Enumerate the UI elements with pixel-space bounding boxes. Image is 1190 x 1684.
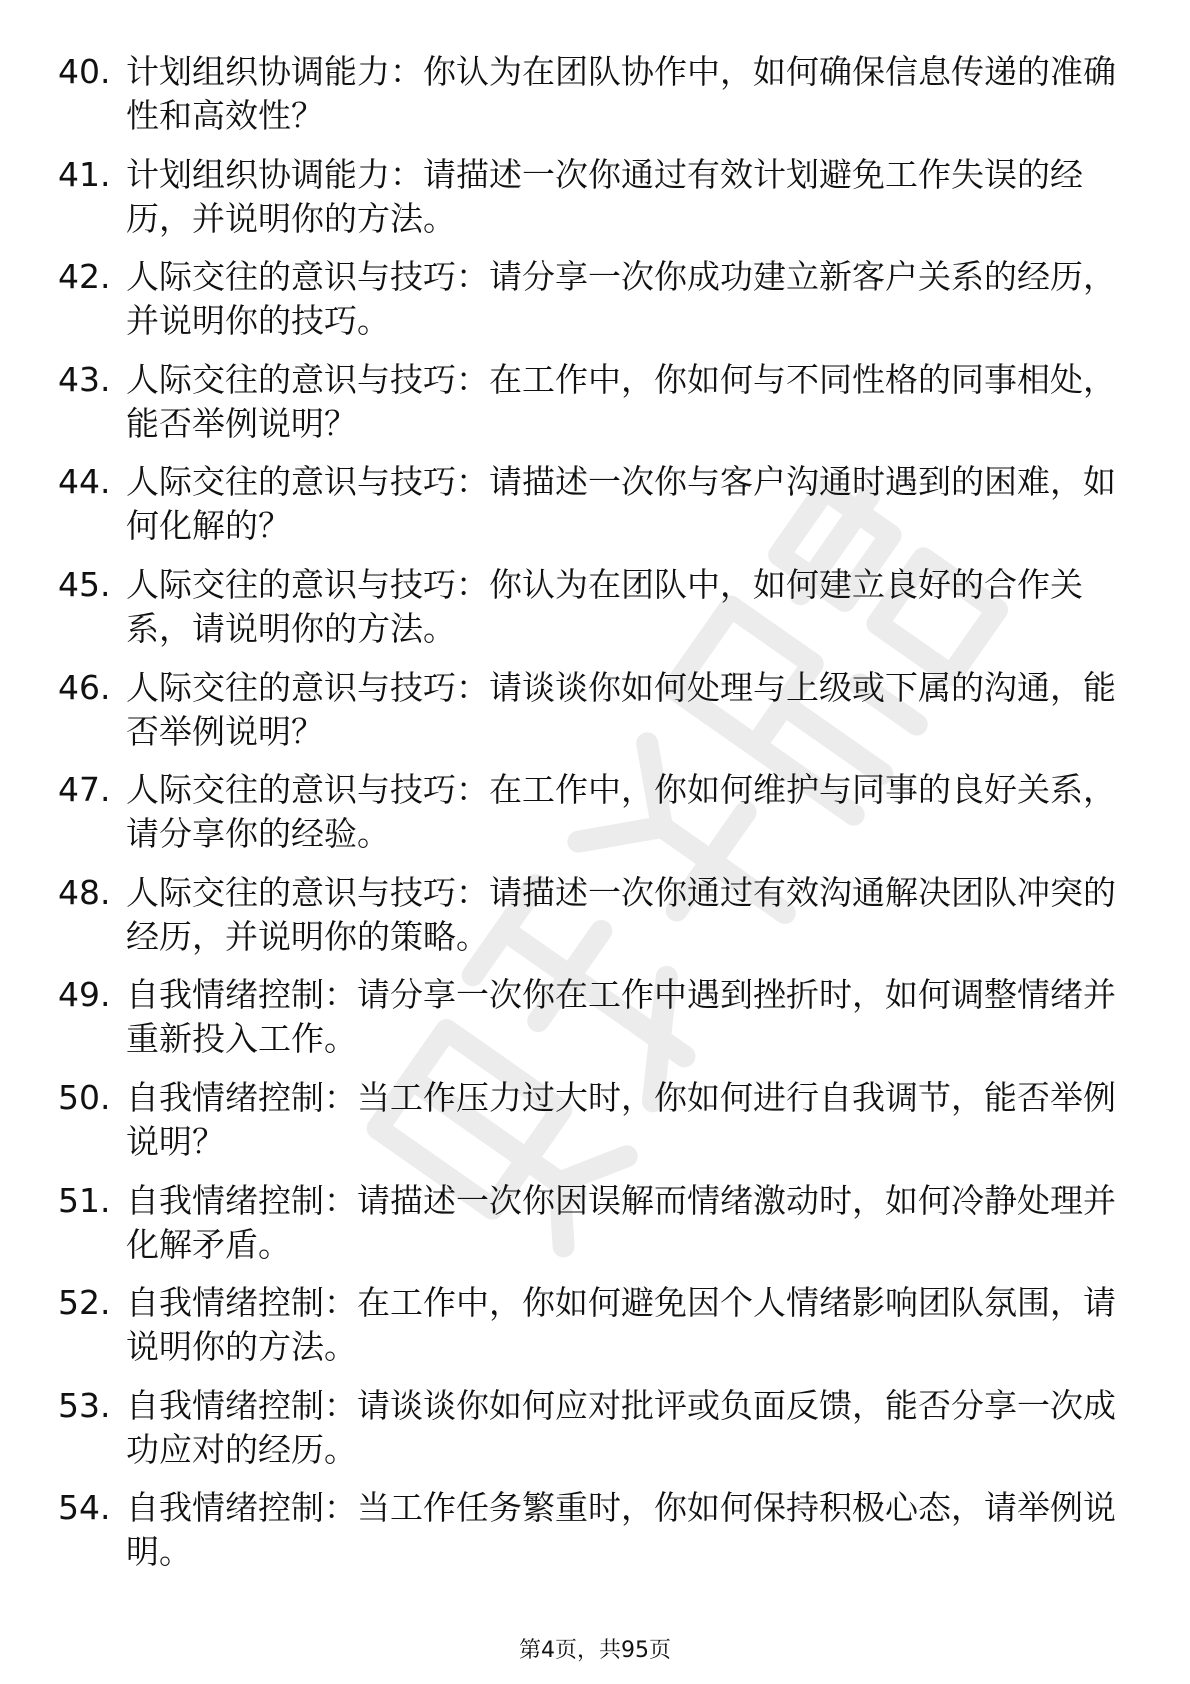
list-item [58,1281,1118,1369]
question-text: 自我情绪控制：请描述一次你因误解而情绪激动时，如何冷静处理并化解矛盾。 [126,1180,1116,1264]
question-number: 42. [58,257,111,297]
list-item [58,871,1118,959]
question-text: 人际交往的意识与技巧：你认为在团队中，如何建立良好的合作关系，请说明你的方法。 [126,564,1083,648]
list-item [58,1076,1118,1164]
question-text: 自我情绪控制：在工作中，你如何避免因个人情绪影响团队氛围，请说明你的方法。 [126,1283,1116,1367]
question-number: 49. [58,975,111,1015]
question-number: 53. [58,1385,111,1425]
question-text: 自我情绪控制：当工作任务繁重时，你如何保持积极心态，请举例说明。 [126,1488,1116,1572]
list-item [58,50,1118,138]
list-item [58,1179,1118,1267]
question-text: 人际交往的意识与技巧：请谈谈你如何处理与上级或下属的沟通，能否举例说明？ [126,667,1116,751]
list-item [58,768,1118,856]
list-item [58,973,1118,1061]
question-text: 自我情绪控制：请分享一次你在工作中遇到挫折时，如何调整情绪并重新投入工作。 [126,975,1116,1059]
question-text: 人际交往的意识与技巧：在工作中，你如何维护与同事的良好关系，请分享你的经验。 [126,770,1116,854]
question-text: 计划组织协调能力：你认为在团队协作中，如何确保信息传递的准确性和高效性？ [126,52,1116,135]
question-number: 52. [58,1283,111,1323]
list-item [58,153,1118,241]
question-number: 43. [58,359,111,399]
page-number: 第4页，共95页 [519,1638,671,1663]
question-text: 人际交往的意识与技巧：请分享一次你成功建立新客户关系的经历，并说明你的技巧。 [126,257,1116,341]
list-item [58,1486,1118,1574]
question-number: 45. [58,564,111,604]
question-number: 40. [58,52,111,91]
question-text: 计划组织协调能力：请描述一次你通过有效计划避免工作失误的经历，并说明你的方法。 [126,154,1083,238]
question-number: 41. [58,154,111,194]
question-text: 自我情绪控制：请谈谈你如何应对批评或负面反馈，能否分享一次成功应对的经历。 [126,1385,1116,1469]
question-number: 46. [58,667,111,707]
list-item [58,358,1118,446]
list-item [58,666,1118,754]
question-list [58,50,1118,1589]
list-item [58,460,1118,548]
question-number: 44. [58,462,111,502]
list-item [58,1384,1118,1472]
question-text: 人际交往的意识与技巧：请描述一次你通过有效沟通解决团队冲突的经历，并说明你的策略。 [126,872,1116,956]
list-item [58,255,1118,343]
question-text: 人际交往的意识与技巧：在工作中，你如何与不同性格的同事相处，能否举例说明？ [126,359,1116,443]
question-number: 54. [58,1488,111,1528]
question-number: 51. [58,1180,111,1220]
list-item [58,563,1118,651]
question-number: 48. [58,872,111,912]
question-text: 自我情绪控制：当工作压力过大时，你如何进行自我调节，能否举例说明？ [126,1077,1116,1161]
question-text: 人际交往的意识与技巧：请描述一次你与客户沟通时遇到的困难，如何化解的？ [126,462,1116,546]
question-number: 47. [58,770,111,810]
question-number: 50. [58,1077,111,1117]
